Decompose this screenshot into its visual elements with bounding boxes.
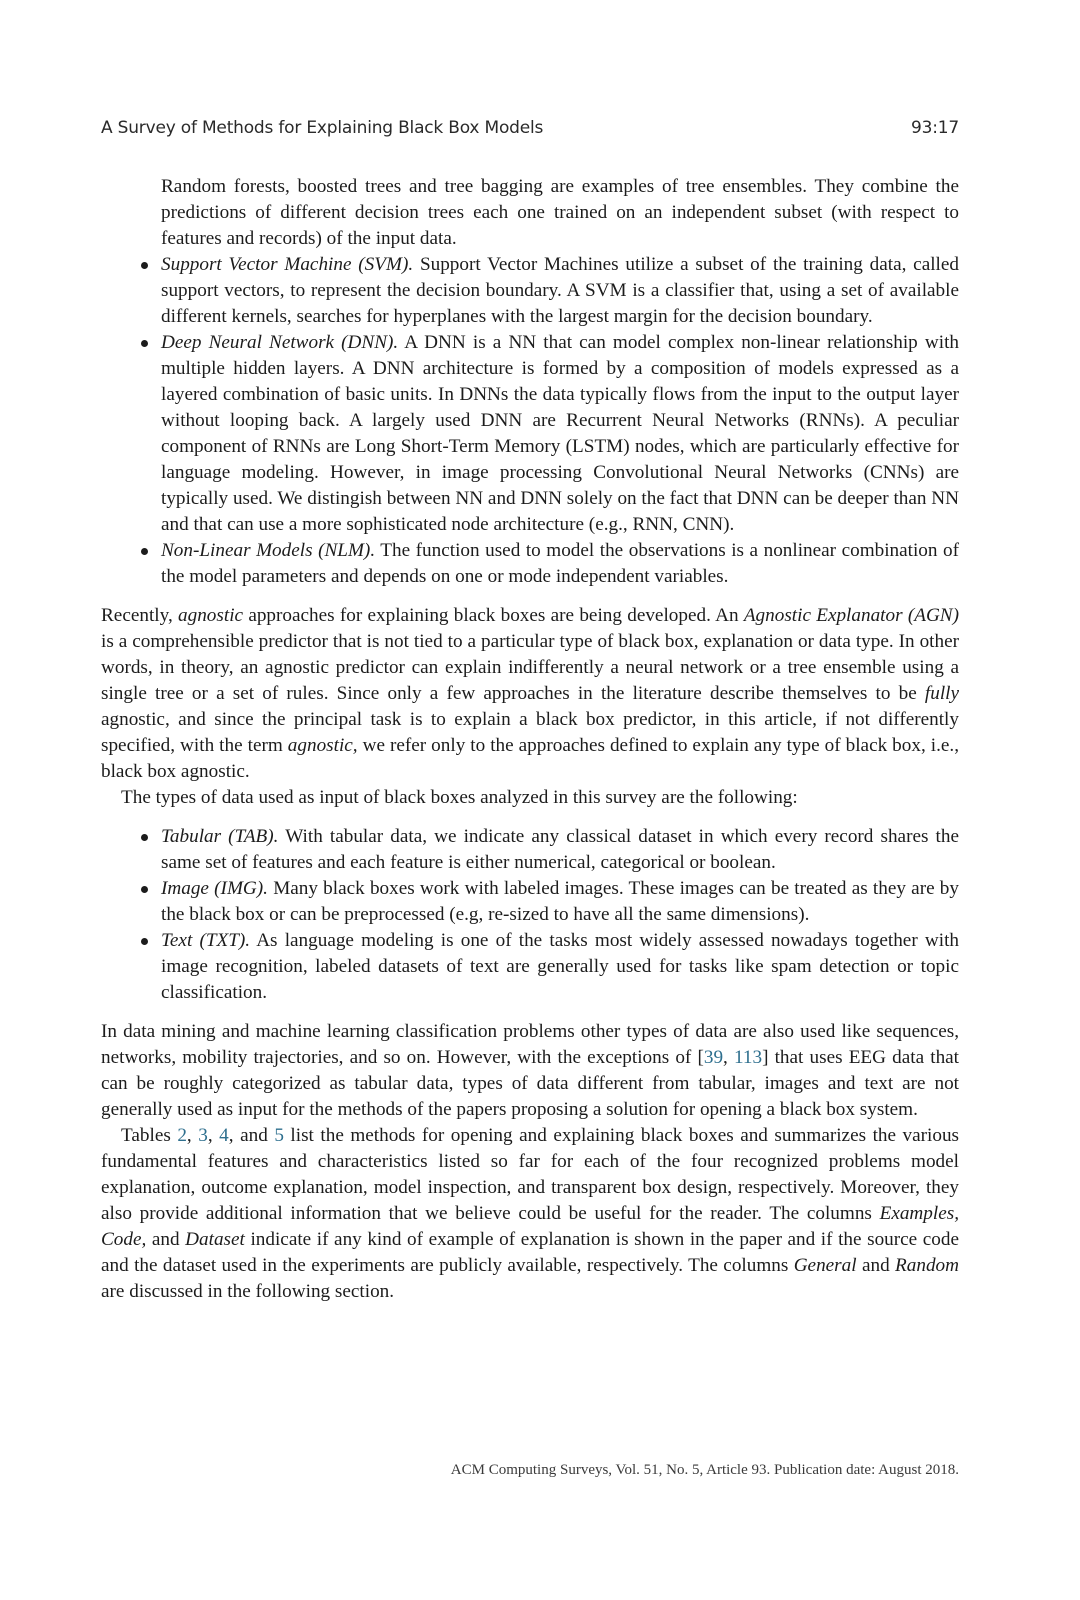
model-types-list [101, 252, 959, 590]
emphasis: Agnostic Explanator (AGN) [743, 605, 959, 626]
emphasis: General [793, 1255, 857, 1276]
text-run: list the methods for opening and explaining black boxes and summarizes the various fundamental features and characteristics listed so far for each of the four recognized problems model explanation, outcome explanation, model inspection, and transparent box design, respectively. Moreover, they also provide additional information that we believe could be useful for the reader. The columns [101, 1125, 960, 1224]
list-item-image [161, 876, 959, 928]
list-item-term: Support Vector Machine (SVM). [161, 254, 414, 275]
text-run: ] that uses EEG data that can be roughly categorized as tabular data, types of data different from tabular, images and text are not generally used as input for the methods of the papers proposing a solution for opening a black box system. [101, 1047, 960, 1120]
list-item-tabular [161, 824, 959, 876]
list-item-term: Tabular (TAB). [161, 826, 279, 847]
text-run: approaches for explaining black boxes are being developed. An [243, 605, 744, 626]
list-item-svm [161, 252, 959, 330]
list-item-term: Text (TXT). [161, 930, 251, 951]
text-run: , [723, 1047, 734, 1068]
running-head [101, 118, 959, 144]
tree-ensemble-continuation: Random forests, boosted trees and tree bagging are examples of tree ensembles. They combine the predictions of different decision trees each one trained on an independent subset (with respect to features and records) of the input data. [161, 176, 959, 249]
list-item-term: Non-Linear Models (NLM). [161, 540, 376, 561]
table-link-3[interactable]: 3 [198, 1125, 208, 1146]
emphasis: Dataset [185, 1229, 245, 1250]
emphasis: agnostic, [287, 735, 358, 756]
table-link-2[interactable]: 2 [177, 1125, 187, 1146]
data-types-intro: The types of data used as input of black boxes analyzed in this survey are the following: [121, 787, 798, 808]
text-run: Recently, [101, 605, 179, 626]
list-item-term: Deep Neural Network (DNN). [161, 332, 399, 353]
text-run: In data mining and machine learning classification problems other types of data are also used like sequences, networks, mobility trajectories, and so on. However, with the exceptions of [ [101, 1021, 959, 1068]
bullet-icon [141, 834, 148, 841]
text-run: is a comprehensible predictor that is not tied to a particular type of black box, explanation or data type. In other words, in theory, an agnostic predictor can explain indifferently a neural network or a tree ensemble using a single tree or a set of rules. Since only a few approaches in the literature describe themselves to be [101, 631, 959, 704]
list-item-term: Image (IMG). [161, 878, 268, 899]
bullet-icon [141, 548, 148, 555]
bullet-icon [141, 938, 148, 945]
table-link-4[interactable]: 4 [219, 1125, 229, 1146]
tables-paragraph [101, 1123, 959, 1305]
citation-link-39[interactable]: 39 [703, 1047, 724, 1068]
citation-link-113[interactable]: 113 [733, 1047, 763, 1068]
table-link-5[interactable]: 5 [274, 1125, 284, 1146]
emphasis: fully [924, 683, 959, 704]
text-run: , [186, 1125, 199, 1146]
page-footer: ACM Computing Surveys, Vol. 51, No. 5, Article 93. Publication date: August 2018. [450, 1462, 959, 1478]
data-types-list [101, 824, 959, 1006]
list-item-text: Many black boxes work with labeled images. These images can be treated as they are by the black box or can be preprocessed (e.g, re-sized to have all the same dimensions). [161, 878, 959, 925]
other-data-paragraph [101, 1019, 959, 1123]
list-item-text-type [161, 928, 959, 1006]
text-run: indicate if any kind of example of explanation is shown in the paper and if the source code and the dataset used in the experiments are publicly available, respectively. The columns [101, 1229, 959, 1276]
list-item-text: A DNN is a NN that can model complex non-linear relationship with multiple hidden layers. A DNN architecture is formed by a composition of models expressed as a layered combination of basic units. In DNNs the data typically flows from the input to the output layer without looping back. A largely used DNN are Recurrent Neural Networks (RNNs). A peculiar component of RNNs are Long Short-Term Memory (LSTM) nodes, which are particularly effective for language modeling. However, in image processing Convolutional Neural Networks (CNNs) are typically used. We distingish between NN and DNN solely on the fact that DNN can be deeper than NN and that can use a more sophisticated node architecture (e.g., RNN, CNN). [161, 332, 959, 535]
text-run: and [856, 1255, 896, 1276]
list-item-text: Support Vector Machines utilize a subset of the training data, called support vectors, to represent the decision boundary. A SVM is a classifier that, using a set of available different kernels, searches for hyperplanes with the largest margin for the decision boundary. [161, 254, 959, 327]
list-item-text: With tabular data, we indicate any classical dataset in which every record shares the same set of features and each feature is either numerical, categorical or boolean. [161, 826, 959, 873]
list-item-dnn [161, 330, 959, 538]
text-run: are discussed in the following section. [101, 1281, 395, 1302]
text-run: Tables [121, 1125, 178, 1146]
list-item-text: As language modeling is one of the tasks most widely assessed nowadays together with image recognition, labeled datasets of text are generally used for tasks like spam detection or topic classification. [161, 930, 959, 1003]
emphasis: Examples, Code, [101, 1203, 959, 1250]
list-item-text: The function used to model the observations is a nonlinear combination of the model parameters and depends on one or mode independent variables. [161, 540, 960, 587]
bullet-icon [141, 886, 148, 893]
text-run: , [207, 1125, 220, 1146]
page-number: 93:17 [911, 118, 959, 138]
text-run: agnostic, and since the principal task is to explain a black box predictor, in this article, if not differently specified, with the term [101, 709, 959, 756]
body-text [101, 174, 959, 1305]
text-run: and [146, 1229, 186, 1250]
bullet-icon [141, 340, 148, 347]
emphasis: Random [895, 1255, 959, 1276]
text-run: we refer only to the approaches defined to explain any type of black box, i.e., black box agnostic. [101, 735, 959, 782]
list-item-nlm [161, 538, 959, 590]
emphasis: agnostic [178, 605, 244, 626]
agnostic-paragraph [101, 603, 959, 785]
bullet-icon [141, 262, 148, 269]
running-title: A Survey of Methods for Explaining Black Box Models [101, 118, 544, 138]
text-run: , and [228, 1125, 275, 1146]
